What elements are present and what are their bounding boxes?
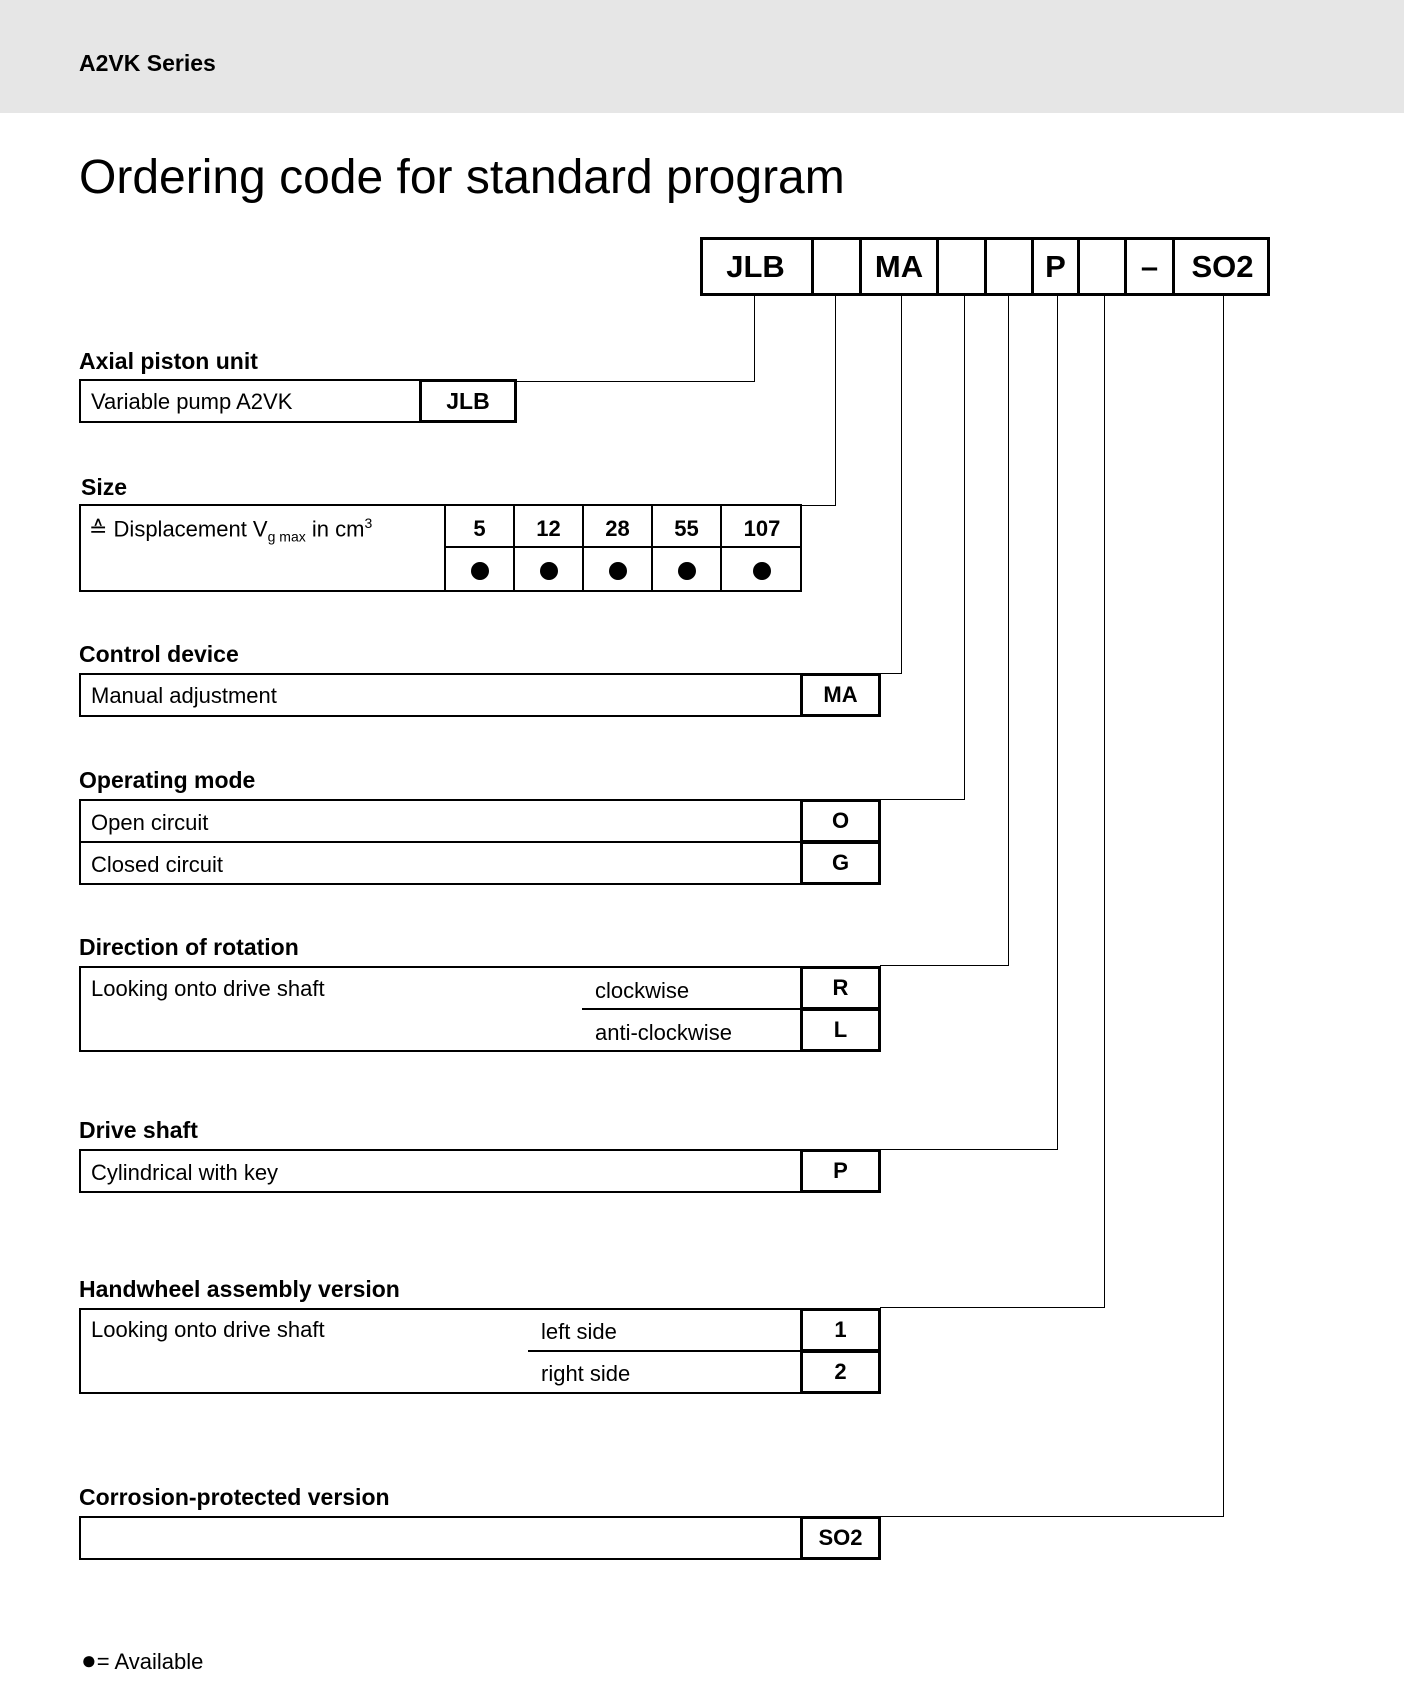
size-55: 55: [674, 516, 699, 541]
available-dot: [446, 560, 513, 586]
handwheel-option: left side: [541, 1319, 617, 1344]
leader-line: [835, 296, 836, 506]
control-code: MA: [800, 673, 881, 717]
code-pos-1: JLB: [726, 248, 785, 284]
size-5: 5: [473, 516, 486, 541]
rotation-code-l: L: [800, 1008, 881, 1052]
handwheel-label: Looking onto drive shaft: [91, 1317, 325, 1342]
available-dot: [515, 560, 582, 586]
corrosion-row: [79, 1516, 881, 1560]
handwheel-option: right side: [541, 1361, 631, 1386]
code-pos-4: [939, 237, 984, 296]
rotation-option: anti-clockwise: [595, 1020, 732, 1045]
handwheel-code-1: 1: [800, 1308, 881, 1352]
axial-label: Variable pump A2VK: [91, 389, 293, 414]
rotation-code-r: R: [800, 966, 881, 1010]
section-title-rotation: Direction of rotation: [79, 934, 299, 960]
code-pos-6: P: [1045, 248, 1066, 284]
leader-line: [964, 296, 965, 800]
shaft-code: P: [800, 1149, 881, 1193]
leader-line: [1223, 296, 1224, 1517]
leader-line: [754, 296, 755, 382]
corrosion-code: SO2: [800, 1516, 881, 1560]
leader-line: [1008, 296, 1009, 966]
legend: [81, 1645, 203, 1676]
code-pos-3: MA: [874, 248, 924, 284]
size-12: 12: [536, 516, 561, 541]
rotation-label: Looking onto drive shaft: [91, 976, 325, 1001]
section-title-axial: Axial piston unit: [79, 348, 258, 374]
page-title: Ordering code for standard program: [79, 151, 845, 204]
size-label: ≙ Displacement $V_{g max}$ in $cm^3$: [89, 515, 373, 545]
section-title-handwheel: Handwheel assembly version: [79, 1276, 400, 1302]
size-107: 107: [743, 516, 781, 541]
section-title-size: Size: [81, 474, 128, 500]
code-pos-2: [814, 237, 859, 296]
shaft-label: Cylindrical with key: [91, 1160, 279, 1185]
section-title-corrosion: Corrosion-protected version: [79, 1484, 390, 1510]
leader-line: [901, 296, 902, 674]
leader-line: [1057, 296, 1058, 1150]
available-dot: [653, 560, 720, 586]
legend-dot-icon: ●: [81, 1645, 97, 1675]
rotation-option: clockwise: [595, 978, 690, 1003]
section-title-shaft: Drive shaft: [79, 1117, 198, 1143]
code-pos-5: [987, 237, 1031, 296]
available-dot: [722, 560, 802, 586]
header-band: [0, 0, 1404, 113]
control-label: Manual adjustment: [91, 683, 277, 708]
code-pos-8: –: [1140, 248, 1159, 284]
handwheel-code-2: 2: [800, 1350, 881, 1394]
operating-label: Open circuit: [91, 810, 209, 835]
section-title-control: Control device: [79, 641, 239, 667]
legend-text: = Available: [96, 1649, 204, 1674]
operating-label: Closed circuit: [91, 852, 224, 877]
available-dot: [584, 560, 651, 586]
section-title-operating: Operating mode: [79, 767, 256, 793]
leader-line: [1104, 296, 1105, 1308]
code-pos-7: [1080, 237, 1124, 296]
series-label: A2VK Series: [79, 50, 216, 76]
size-28: 28: [605, 516, 630, 541]
code-pos-9: SO2: [1191, 248, 1254, 284]
operating-code-open: O: [800, 799, 881, 843]
operating-code-closed: G: [800, 841, 881, 885]
axial-code: JLB: [419, 379, 517, 423]
